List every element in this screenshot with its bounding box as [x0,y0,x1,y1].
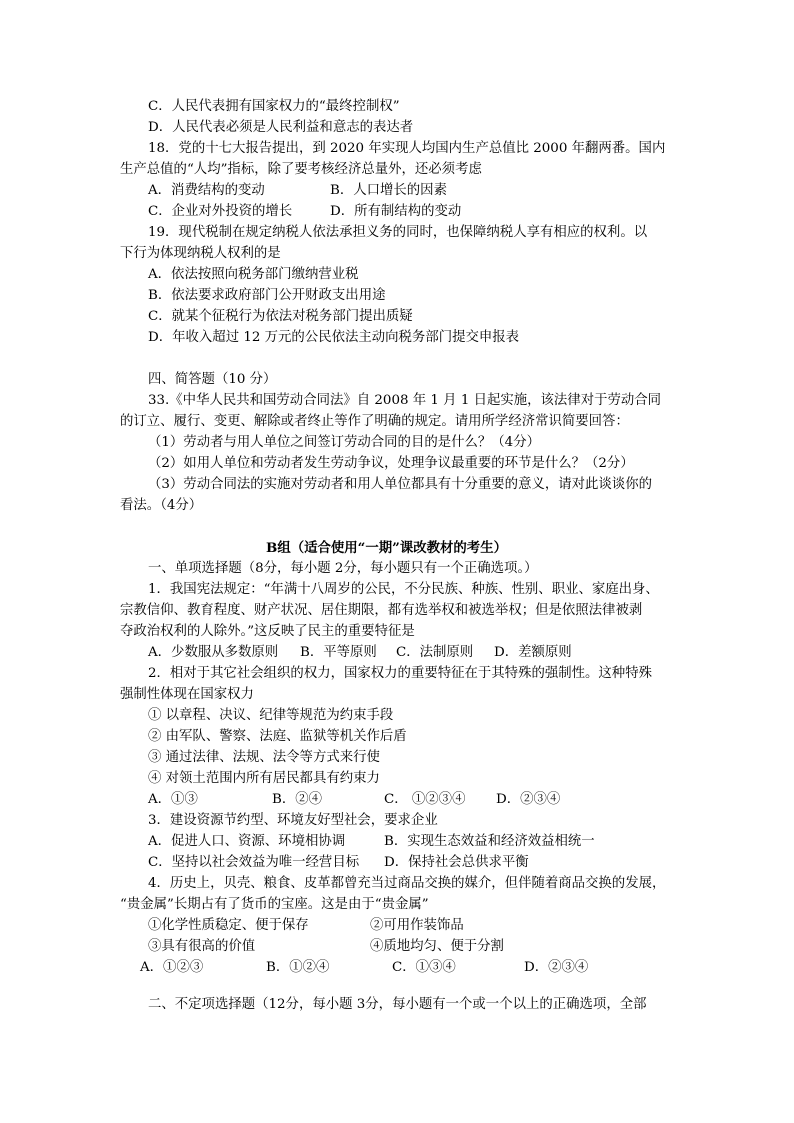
q18-stem-line2: 生产总值的“人均”指标，除了要考核经济总量外，还必须考虑 [120,162,482,177]
q19-option-b: B．依法要求政府部门公开财政支出用途 [148,288,386,303]
q18-option-b: B．人口增长的因素 [330,183,447,198]
gb-q1-option-a: A．少数服从多数原则 [148,645,279,660]
gb-q4-statement4: ④质地均匀、便于分割 [370,939,504,954]
q18-option-c: C．企业对外投资的增长 [148,204,293,219]
group-b-title: B组（适合使用“一期”课改教材的考生） [266,540,507,556]
q19-stem-line2: 下行为体现纳税人权利的是 [120,246,281,261]
q19-option-d: D．年收入超过 12 万元的公民依法主动向税务部门提交申报表 [148,330,520,345]
gb-q3-option-b: B．实现生态效益和经济效益相统一 [384,834,595,849]
q19-stem-line1: 19．现代税制在规定纳税人依法承担义务的同时，也保障纳税人享有相应的权利。以 [148,225,648,240]
gb-q2-option-b: B．②④ [272,792,323,807]
q17-option-d: D．人民代表必须是人民利益和意志的表达者 [148,120,414,135]
gb-q2-option-c: C． ①②③④ [384,792,466,807]
gb-q3-option-a: A．促进人口、资源、环境相协调 [148,834,346,849]
section4-title: 四、简答题（10 分） [148,372,277,387]
gb-q4-line1: 4．历史上，贝壳、粮食、皮革都曾充当过商品交换的媒介，但伴随着商品交换的发展， [148,876,666,891]
gb-q1-option-d: D．差额原则 [494,645,572,660]
gb-q4-option-d: D．②③④ [524,960,589,975]
q33-part3-line2: 看法。（4分） [120,498,203,513]
q17-option-c: C．人民代表拥有国家权力的“最终控制权” [148,99,400,114]
q33-stem-line2: 的订立、履行、变更、解除或者终止等作了明确的规定。请用所学经济常识简要回答： [120,414,629,429]
gb-q1-line1: 1．我国宪法规定：“年满十八周岁的公民，不分民族、种族、性别、职业、家庭出身、 [148,582,659,597]
gb-q2-statement4: ④ 对领土范围内所有居民都具有约束力 [148,771,380,786]
gb-q1-line3: 夺政治权利的人除外。”这反映了民主的重要特征是 [120,624,415,639]
gb-q2-statement3: ③ 通过法律、法规、法令等方式来行使 [148,750,380,765]
gb-q2-statement1: ① 以章程、决议、纪律等规范为约束手段 [148,708,394,723]
q33-part2: （2）如用人单位和劳动者发生劳动争议，处理争议最重要的环节是什么？（2分） [148,456,634,471]
gb-q4-statement3: ③具有很高的价值 [148,939,256,954]
groupb-section2-title: 二、不定项选择题（12分，每小题 3分，每小题有一个或一个以上的正确选项，全部 [148,997,647,1012]
q19-option-c: C．就某个征税行为依法对税务部门提出质疑 [148,309,413,324]
q33-part1: （1）劳动者与用人单位之间签订劳动合同的目的是什么？（4分） [148,435,540,450]
gb-q2-line2: 强制性体现在国家权力 [120,687,254,702]
gb-q3-option-d: D．保持社会总供求平衡 [384,855,529,870]
gb-q1-option-b: B．平等原则 [300,645,377,660]
gb-q3-line1: 3．建设资源节约型、环境友好型社会，要求企业 [148,813,438,828]
gb-q2-statement2: ② 由军队、警察、法庭、监狱等机关作后盾 [148,729,407,744]
gb-q4-option-c: C．①③④ [392,960,456,975]
q33-part3-line1: （3）劳动合同法的实施对劳动者和用人单位都具有十分重要的意义，请对此谈谈你的 [148,477,652,492]
gb-q2-option-a: A．①③ [148,792,198,807]
gb-q1-option-c: C．法制原则 [396,645,474,660]
gb-q4-statement1: ①化学性质稳定、便于保存 [148,918,309,933]
gb-q4-option-b: B．①②④ [266,960,330,975]
q18-stem-line1: 18．党的十七大报告提出，到 2020 年实现人均国内生产总值比 2000 年翻两番。国内 [148,141,666,156]
gb-q4-statement2: ②可用作装饰品 [370,918,464,933]
gb-q2-option-d: D．②③④ [496,792,561,807]
gb-q2-line1: 2．相对于其它社会组织的权力，国家权力的重要特征在于其特殊的强制性。这种特殊 [148,666,652,681]
gb-q3-option-c: C．坚持以社会效益为唯一经营目标 [148,855,360,870]
groupb-section1-title: 一、单项选择题（8分，每小题 2分，每小题只有一个正确选项。） [148,561,538,576]
gb-q4-line2: “贵金属”长期占有了货币的宝座。这是由于“贵金属” [120,897,429,912]
q18-option-a: A．消费结构的变动 [148,183,265,198]
gb-q1-line2: 宗教信仰、教育程度、财产状况、居住期限，都有选举权和被选举权；但是依照法律被剥 [120,603,643,618]
gb-q4-option-a: A．①②③ [140,960,204,975]
q33-stem-line1: 33.《中华人民共和国劳动合同法》自 2008 年 1 月 1 日起实施，该法律对于劳动合同 [148,393,662,408]
q19-option-a: A．依法按照向税务部门缴纳营业税 [148,267,359,282]
q18-option-d: D．所有制结构的变动 [330,204,462,219]
